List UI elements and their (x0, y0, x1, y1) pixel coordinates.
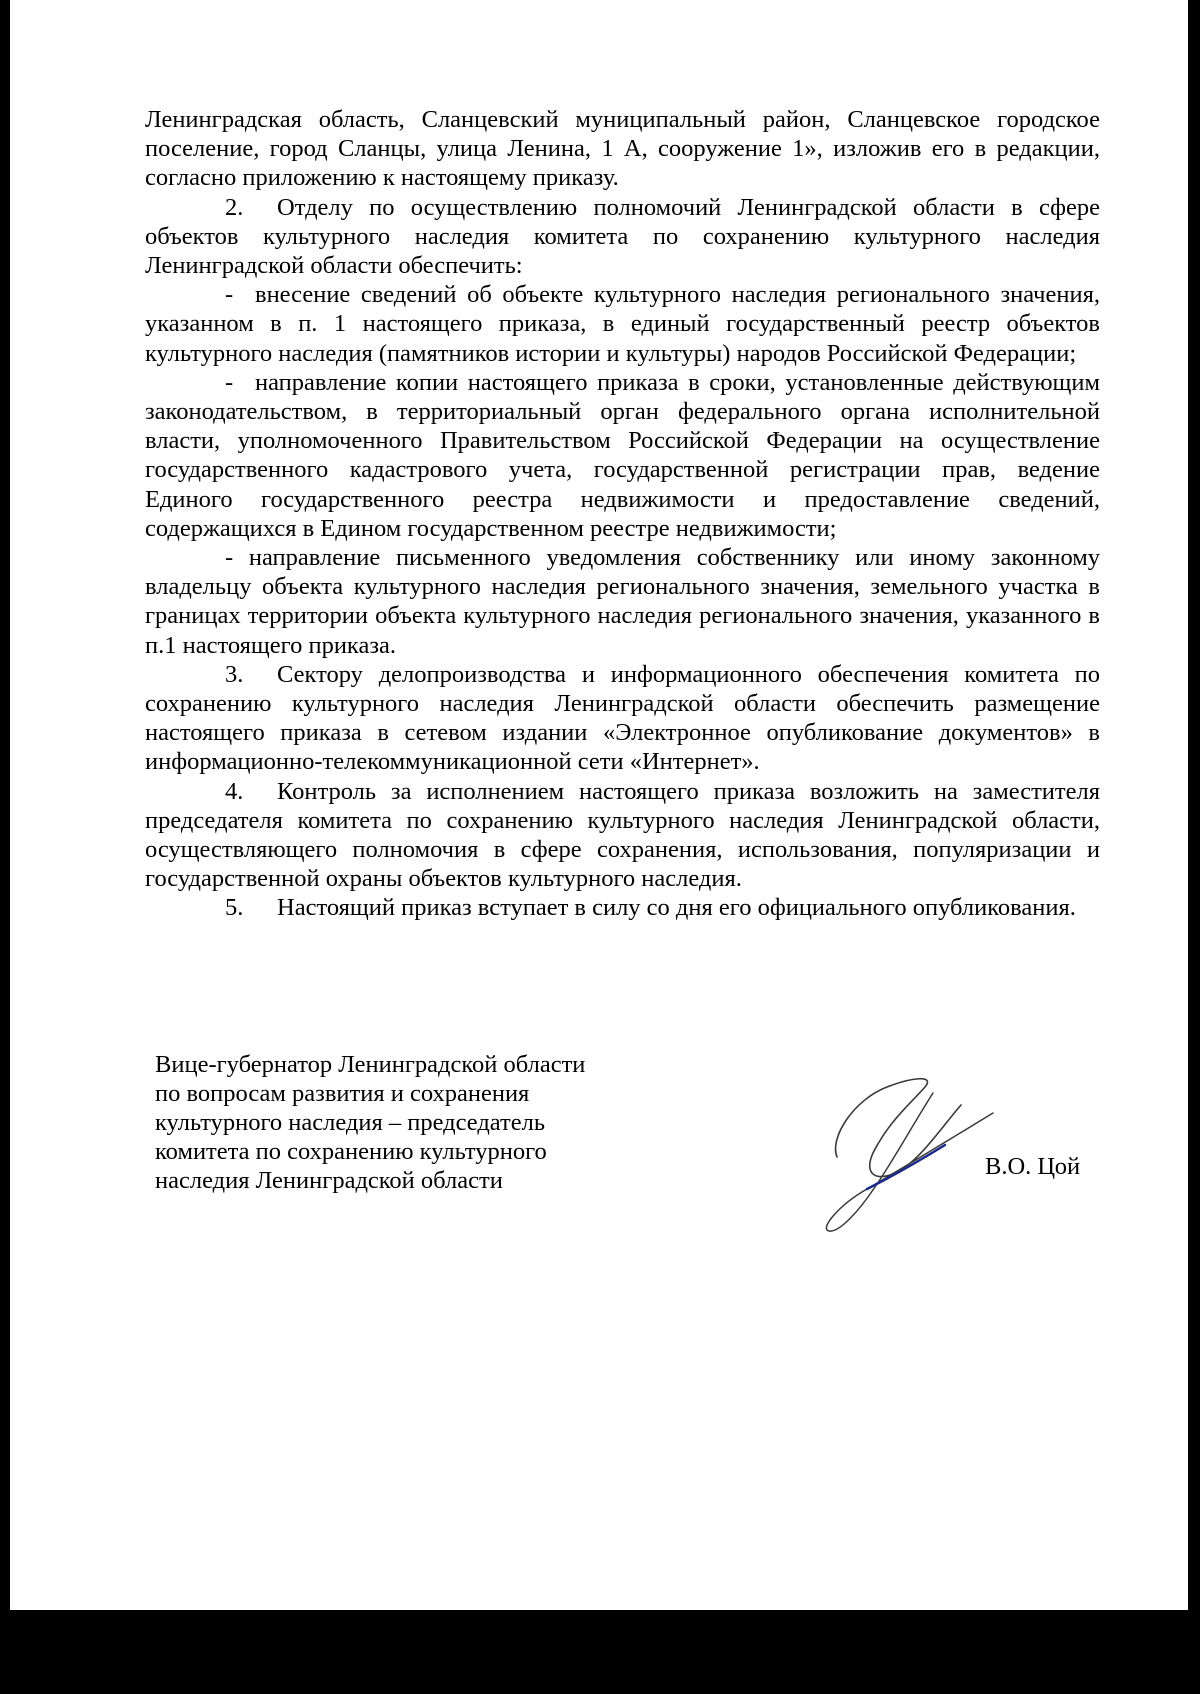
item-text: Отделу по осуществлению полномочий Ленинградской области в сфере объектов культурного наследия комитета по сохранению культурного наследия Ленинградской области обеспечить: (145, 193, 1100, 280)
signer-name: В.О. Цой (985, 1153, 1081, 1180)
paragraph-item-4 (145, 777, 1100, 894)
signatory-line: Вице-губернатор Ленинградской области (155, 1051, 586, 1078)
intro-paragraph: Ленинградская область, Сланцевский муниципальный район, Сланцевское городское поселение, город Сланцы, улица Ленина, 1 А, сооружение 1», изложив его в редакции, согласно приложению к настоящему приказу. (145, 106, 1100, 192)
paragraph-item-2 (145, 193, 1100, 281)
paragraph-bullet-1 (145, 280, 1100, 368)
item-text: внесение сведений об объекте культурного наследия регионального значения, указанном в п. 1 настоящего приказа, в единый государственный реестр объектов культурного наследия (памятников истории и культуры) народов Российской Федерации; (145, 281, 1100, 367)
paragraph-bullet-2 (145, 368, 1100, 543)
item-number: 4. (225, 777, 244, 805)
signatory-line: по вопросам развития и сохранения (155, 1080, 530, 1107)
paragraph-bullet-3: - направление письменного уведомления собственнику или иному законному владельцу объекта культурного наследия регионального значения, земельного участка в границах территории объекта культурного наследия регионального значения, указанного в п.1 настоящего приказа. (145, 544, 1100, 659)
item-number: 2. (225, 193, 244, 221)
signatory-line: комитета по сохранению культурного (155, 1138, 547, 1165)
paragraph-item-3 (145, 660, 1100, 777)
bullet-dash: - (225, 368, 234, 396)
document-page (10, 0, 1200, 1610)
item-text: Сектору делопроизводства и информационного обеспечения комитета по сохранению культурного наследия Ленинградской области обеспечить размещение настоящего приказа в сетевом издании «Электронное опубликование документов» в информационно-телекоммуникационной сети «Интернет». (145, 660, 1100, 776)
document-body (145, 105, 1100, 923)
item-text: Настоящий приказ вступает в силу со дня его официального опубликования. (277, 894, 1076, 922)
item-text: направление копии настоящего приказа в сроки, установленные действующим законодательством, в территориальный орган федерального органа исполнительной власти, уполномоченного Правительством Российской Федерации на осуществление государственного кадастрового учета, государственной регистрации прав, ведение Единого государственного реестра недвижимости и предоставление сведений, содержащихся в Едином государственном реестре недвижимости; (145, 368, 1100, 542)
item-number: 5. (225, 894, 244, 922)
signatory-position (155, 1050, 655, 1195)
bullet-dash: - (225, 281, 234, 309)
signatory-line: наследия Ленинградской области (155, 1167, 503, 1194)
item-text: Контроль за исполнением настоящего приказа возложить на заместителя председателя комитета по сохранению культурного наследия Ленинградской области, осуществляющего полномочия в сфере сохранения, использования, популяризации и государственной охраны объектов культурного наследия. (145, 777, 1100, 893)
paragraph-item-5 (145, 893, 1100, 922)
item-number: 3. (225, 660, 244, 688)
signatory-line: культурного наследия – председатель (155, 1109, 546, 1136)
